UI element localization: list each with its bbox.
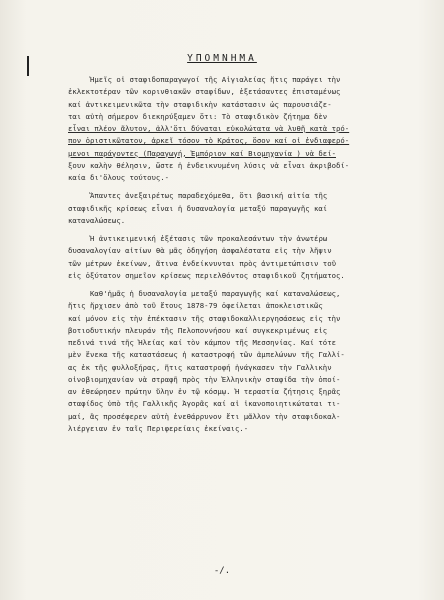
document-body (68, 74, 426, 435)
page-end-mark: -/. (213, 566, 231, 576)
text-line: καί ἀντικειμενικῶτα τὴν σταφιδικὴν κατάστασιν ὡς παρουσιάζε- (68, 99, 332, 109)
text-line: ἥτις ἤρχισεν ἀπὸ τοῦ ἔτους 1878-79 ὀφείλεται ἀποκλειστικῶς (68, 301, 323, 311)
document-title: ΥΠΟΜΝΗΜΑ (187, 53, 257, 64)
text-line: πεδινά τινά τῆς Ἠλείας καί τὸν κάμπον τῆς Μεσσηνίας. Καί τότε (68, 338, 336, 347)
text-line: καταναλώσεως. (68, 215, 126, 225)
text-line: σταφιδικῆς κρίσεως εἶναι ἡ δυσαναλογία μεταξύ παραγωγῆς καί (68, 203, 328, 213)
text-line: οἰνοβιομηχανίαν νὰ στραφῆ πρὸς τὴν Ἑλληνικὴν σταφίδα τὴν ὁποί- (68, 374, 341, 384)
text-line: τῶν μέτρων ἐκείνων, ἅτινα ἐνδείκνυνται πρὸς ἀντιμετώπισιν τοῦ (68, 258, 336, 268)
text-line: εἶναι πλέον ἄλυτον, ἀλλ'ὅτι δύναται εὐκολώτατα νὰ λυθῆ κατὰ τρό- (68, 124, 350, 133)
text-line: πον ὁριστικῶτατον, ἀρκεῖ τόσον τὸ Κράτος, ὅσον καί οἱ ἐνδιαφερό- (68, 136, 350, 146)
text-line: σταφίδος ὑπὸ τῆς Γαλλικῆς Ἀγορᾶς καί αἱ ἱκανοποιητικώταται τι- (68, 399, 341, 409)
text-line: δυσαναλογίαν αἰτίων θὰ μᾶς ὁδηγήση ἀσφαλέστατα εἰς τὴν λῆψιν (68, 246, 332, 256)
text-line: καί μόνον εἰς τὴν ἐπέκτασιν τῆς σταφιδοκαλλιεργησάσεως εἰς τὴν (68, 313, 341, 323)
text-line: καία δι'ὅλους τούτους.- (68, 173, 170, 182)
text-line: Ἅπαντες ἀνεξαιρέτως παραδεχόμεθα, ὅτι βασική αἰτία τῆς (90, 191, 328, 201)
text-line: βοτιοδυτικήν πλευράν τῆς Πελοποννήσου καί συγκεκριμένως εἰς (68, 325, 328, 335)
text-line: μενοι παράγοντες (Παραγωγή, Ἐμπόριον καί Βιομηχανία ) νὰ δεί- (68, 148, 336, 158)
text-line: ται αὐτὴ σήμερον διεκηρύξαμεν ὅτι: Τὸ σταφιδικὸν ζήτημα δὲν (68, 111, 328, 121)
text-line: εἰς ὀξύτατον σημεῖον κρίσεως περιελθόντος σταφιδικοῦ ζητήματος. (68, 270, 345, 280)
text-line: ας ἐκ τῆς φυλλοξήρας, ἥτις καταστροφή ἠνάγκασεν τὴν Γαλλικὴν (68, 362, 332, 372)
text-line: ἐκλεκτοτέραν τῶν κορινθιακῶν σταφίδων, ἐξετάσαντες ἐπισταμένως (68, 87, 341, 97)
text-line: μὲν ἕνεκα τῆς καταστάσεως ἡ καταστροφή τῶν ἀμπελώνων τῆς Γαλλί- (68, 350, 345, 360)
text-line: μαί, ἃς προσέφερεν αὐτὴ ἐνεθάρρυνον ἔτι μᾶλλον τὴν σταφιδοκαλ- (68, 411, 341, 421)
text-line: ξουν καλὴν θέλησιν, ὥστε ἡ ἐνδεικνυμένη λύσις νὰ εἶναι ἀκριβοδί- (68, 160, 350, 170)
text-line: λιέργειαν ἐν ταῖς Περιφερείαις ἐκείναις.- (68, 423, 249, 433)
text-line: Ἡ ἀντικειμενική ἐξέτασις τῶν προκαλεσάντων τὴν ἀνωτέρω (90, 234, 328, 243)
text-line: Ἡμεῖς οἱ σταφιδοπαραγωγοί τῆς Αἰγιαλείας ἥτις παράγει τὴν (90, 75, 341, 84)
text-line: αν ἐθεώρησεν πρώτην ὕλην ἐν τῷ κόσμῳ. Ἡ τεραστία ζήτησις ξηρᾶς (68, 387, 341, 396)
text-line: Καθ'ἡμᾶς ἡ δυσαναλογία μεταξύ παραγωγῆς καί καταναλώσεως, (90, 289, 341, 298)
